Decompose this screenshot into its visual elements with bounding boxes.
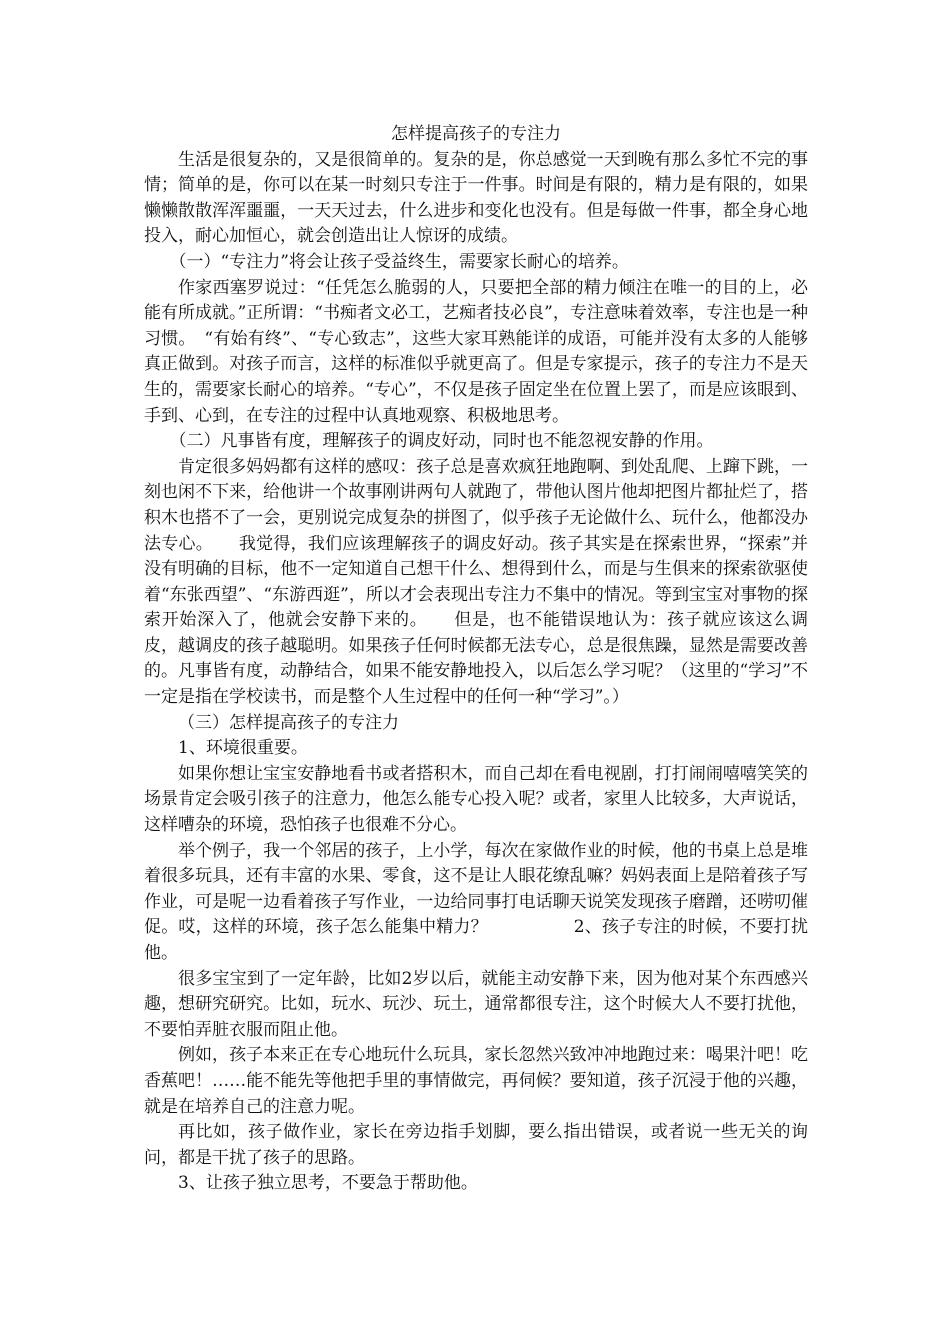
list-item-1: 1、环境很重要。 (178, 738, 308, 759)
paragraph-interrupt: 例如，孩子本来正在专心地玩什么玩具，家长忽然兴致冲冲地跑过来：喝果汁吧！吃香蕉吧！……能不能先等他把手里的事情做完，再伺候？要知道，孩子沉浸于他的兴趣，就是在培养自己的注意力呢。 (144, 1045, 808, 1117)
section-heading-2: （二）凡事皆有度，理解孩子的调皮好动，同时也不能忽视安静的作用。 (169, 431, 714, 452)
section-heading-3: （三）怎样提高孩子的专注力 (178, 712, 399, 733)
paragraph-intro: 生活是很复杂的，又是很简单的。复杂的是，你总感觉一天到晚有那么多忙不完的事情；简单的是，你可以在某一时刻只专注于一件事。时间是有限的，精力是有限的，如果懒懒散散浑浑噩噩，一天天过去，什么进步和变化也没有。但是每做一件事，都全身心地投入，耐心加恒心，就会创造出让人惊讶的成绩。 (144, 149, 808, 247)
paragraph-age: 很多宝宝到了一定年龄，比如2岁以后，就能主动安静下来，因为他对某个东西感兴趣，想研究研究。比如，玩水、玩沙、玩土，通常都很专注，这个时候大人不要打扰他，不要怕弄脏衣服而阻止他。 (144, 968, 808, 1040)
paragraph-section-2: 肯定很多妈妈都有这样的感叹：孩子总是喜欢疯狂地跑啊、到处乱爬、上蹿下跳，一刻也闲不下来，给他讲一个故事刚讲两句人就跑了，带他认图片他却把图片都扯烂了，搭积木也搭不了一会，更别说完成复杂的拼图了，似乎孩子无论做什么、玩什么，他都没办法专心。 我觉得，我们应该理解孩子的调皮好动。孩子其实是在探索世界，“探索”并没有明确的目标，他不一定知道自己想干什么、想得到什么，而是与生俱来的探索欲驱使着“东张西望”、“东游西逛”，所以才会表现出专注力不集中的情况。等到宝宝对事物的探索开始深入了，他就会安静下来的。 但是，也不能错误地认为：孩子就应该这么调皮，越调皮的孩子越聪明。如果孩子任何时候都无法专心，总是很焦躁，显然是需要改善的。凡事皆有度，动静结合，如果不能安静地投入，以后怎么学习呢？（这里的“学习”不一定是指在学校读书，而是整个人生过程中的任何一种“学习”。） (144, 456, 808, 708)
document-page (144, 122, 808, 1197)
paragraph-environment: 如果你想让宝宝安静地看书或者搭积木，而自己却在看电视剧，打打闹闹嘻嘻笑笑的场景肯定会吸引孩子的注意力，他怎么能专心投入呢？或者，家里人比较多，大声说话，这样嘈杂的环境，恐怕孩子也很难不分心。 (144, 763, 808, 836)
paragraph-homework: 再比如，孩子做作业，家长在旁边指手划脚，要么指出错误，或者说一些无关的询问，都是干扰了孩子的思路。 (144, 1122, 808, 1168)
document-title: 怎样提高孩子的专注力 (391, 124, 561, 144)
section-heading-1: （一）“专注力”将会让孩子受益终生，需要家长耐心的培养。 (169, 251, 629, 272)
list-item-3: 3、让孩子独立思考，不要急于帮助他。 (178, 1173, 478, 1194)
paragraph-example: 举个例子，我一个邻居的孩子，上小学，每次在家做作业的时候，他的书桌上总是堆着很多玩具，还有丰富的水果、零食，这不是让人眼花缭乱嘛？妈妈表面上是陪着孩子写作业，可是呢一边看着孩子写作业，一边给同事打电话聊天说笑发现孩子磨蹭，还唠叨催促。哎，这样的环境，孩子怎么能集中精力？ 2、孩子专注的时候，不要打扰他。 (144, 840, 808, 963)
paragraph-section-1: 作家西塞罗说过：“任凭怎么脆弱的人，只要把全部的精力倾注在唯一的目的上，必能有所成就。”正所谓：“书痴者文必工，艺痴者技必良”，专注意味着效率，专注也是一种习惯。 “有始有终”、“专心致志”，这些大家耳熟能详的成语，可能并没有太多的人能够真正做到。对孩子而言，这样的标准似乎就更高了。但是专家提示，孩子的专注力不是天生的，需要家长耐心的培养。“专心”，不仅是孩子固定坐在位置上罢了，而是应该眼到、手到、心到，在专注的过程中认真地观察、积极地思考。 (144, 277, 808, 426)
